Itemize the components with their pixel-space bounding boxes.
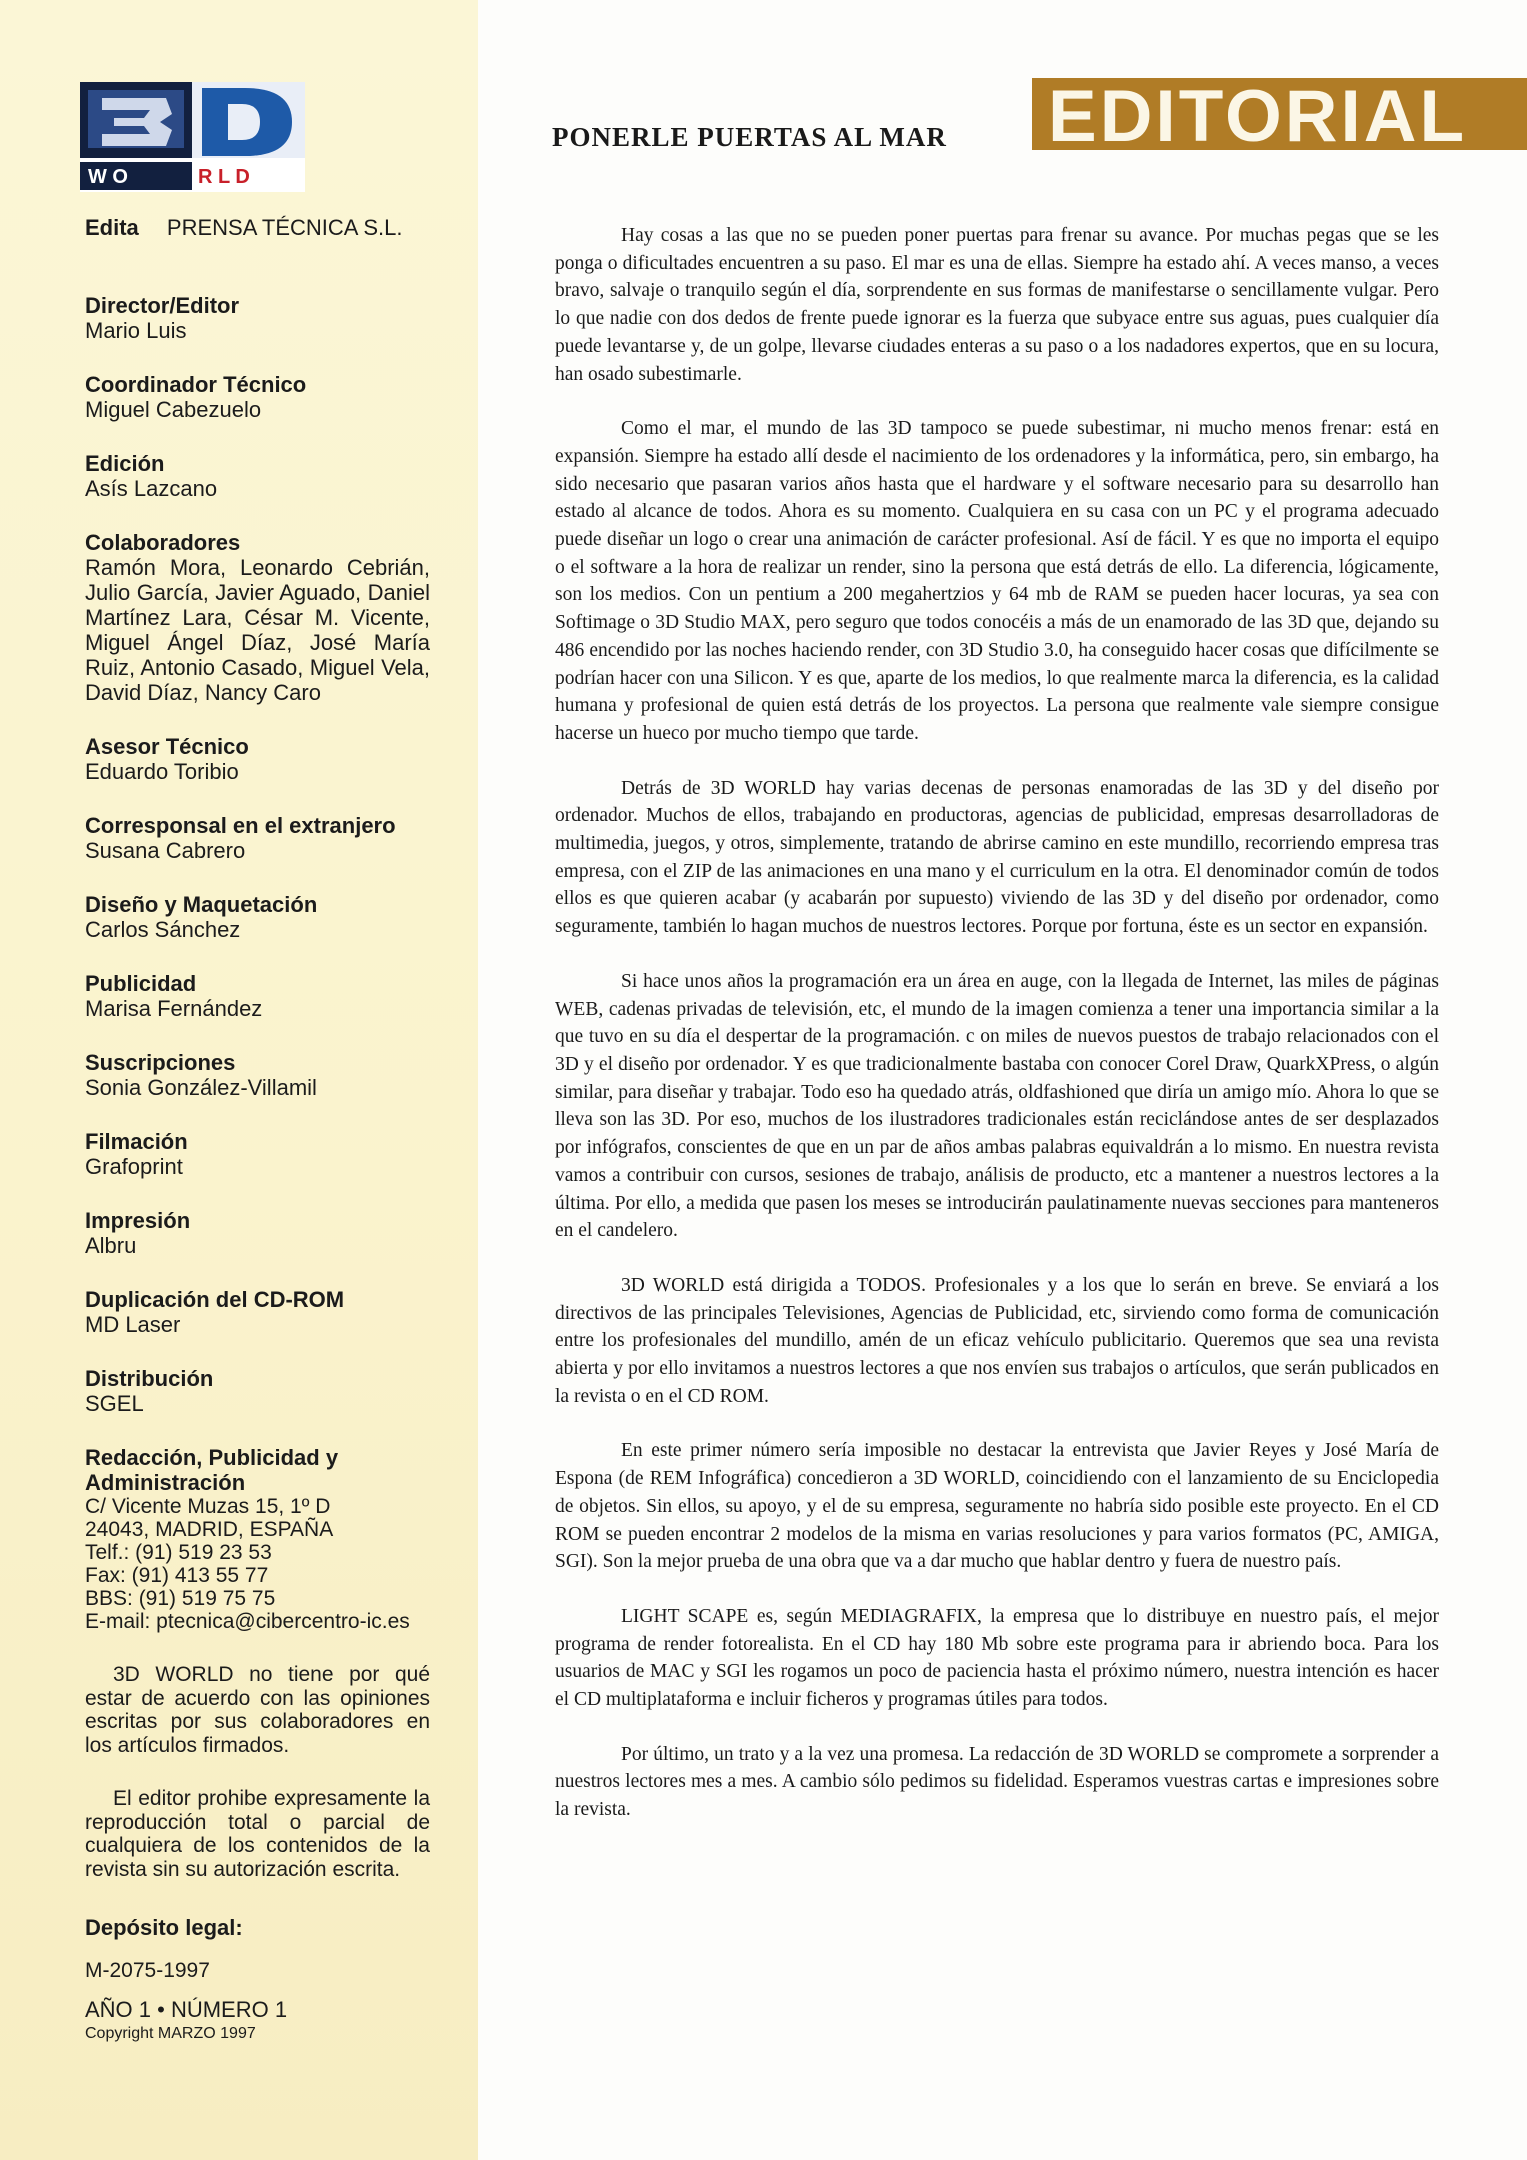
credit-label: Edición <box>85 451 165 476</box>
editorial-body <box>555 222 1439 1851</box>
credit-printing <box>85 1208 430 1258</box>
credit-filming <box>85 1129 430 1179</box>
credit-subscriptions <box>85 1050 430 1100</box>
administration-block <box>85 1445 430 1633</box>
credit-label: Corresponsal en el extranjero <box>85 813 396 838</box>
credit-name: MD Laser <box>85 1312 181 1337</box>
credit-name: Marisa Fernández <box>85 996 263 1021</box>
credit-label: Asesor Técnico <box>85 734 249 759</box>
article-headline: PONERLE PUERTAS AL MAR <box>552 122 947 152</box>
credit-name: Ramón Mora, Leonardo Cebrián, Julio García, Javier Aguado, Daniel Martínez Lara, César M. Vicente, Miguel Ángel Díaz, José María Ruiz, Antonio Casado, Miguel Vela, David Díaz, Nancy Caro <box>85 555 430 705</box>
3d-world-logo <box>80 82 305 192</box>
issue-number: AÑO 1 • NÚMERO 1 <box>85 1997 288 2022</box>
article-paragraph: Detrás de 3D WORLD hay varias decenas de personas enamoradas de las 3D y del diseño por ordenador. Muchos de ellos, trabajando en productoras, agencias de publicidad, empresas desarrolladoras de multimedia, juegos, y otros, simplemente, tratando de abrirse camino en este mundillo, recorriendo empresa tras empresa, con el ZIP de las animaciones en una mano y el curriculum en la otra. El denominador común de todos ellos es que quieren acabar (y acabarán por supuesto) viviendo de las 3D y del diseño por ordenador, como seguramente, también lo hagan muchos de nuestros lectores. Porque por fortuna, éste es un sector en expansión. <box>555 777 1439 938</box>
masthead-credits <box>85 215 430 2043</box>
article-paragraph: En este primer número sería imposible no destacar la entrevista que Javier Reyes y José María de Espona (de REM Infográfica) concedieron a 3D WORLD, coincidiendo con el lanzamiento de su Enciclopedia de objetos. Sin ellos, su apoyo, y el de su empresa, seguramente no habría sido posible este proyecto. En el CD ROM se pueden encontrar 2 modelos de la misma en varias resoluciones y para varios formatos (PC, AMIGA, SGI). Son la mejor prueba de una obra que va a dar mucho que hablar dentro y fuera de nuestro país. <box>555 1440 1439 1573</box>
copyright-line: Copyright MARZO 1997 <box>85 2025 256 2042</box>
credit-coordinator <box>85 372 430 422</box>
credit-name: Asís Lazcano <box>85 476 218 501</box>
article-paragraph: Como el mar, el mundo de las 3D tampoco se puede subestimar, ni mucho menos frenar: está en expansión. Siempre ha estado allí desde el nacimiento de los ordenadores y la informática, pero, sin embargo, ha sido necesario que pasaran varios años hasta que el hardware y el software necesario para su desarrollo han estado al alcance de todos. Ahora es su momento. Cualquiera en su casa con un PC y el programa adecuado puede diseñar un logo o crear una animación de carácter profesional. Así de fácil. Y es que no importa el equipo o el software a la hora de realizar un render, sino la persona que está detrás de ello. La diferencia, lógicamente, son los medios. Con un pentium a 200 megahertzios y 64 mb de RAM se pueden hacer locuras, ya sea con Softimage o 3D Studio MAX, pero seguro que todos conocéis a más de un enamorado de las 3D que, dejando su 486 encendido por las noches haciendo render, con 3D Studio 3.0, ha conseguido hacer cosas que difícilmente se podrían hacer con una Silicon. Y es que, aparte de los medios, lo que realmente marca la diferencia, es la calidad humana y profesional de quien está detrás de los proyectos. La persona que realmente vale siempre consigue hacerse un hueco por mucho tiempo que tarde. <box>555 418 1439 744</box>
legal-deposit-number: M-2075-1997 <box>85 1959 210 1982</box>
credit-contributors <box>85 530 430 705</box>
credit-distribution <box>85 1366 430 1416</box>
credit-edition <box>85 451 430 501</box>
administration-label: Redacción, Publicidad y Administración <box>85 1445 339 1495</box>
credit-label: Colaboradores <box>85 530 241 555</box>
credit-name: Miguel Cabezuelo <box>85 397 262 422</box>
reproduction-disclaimer: El editor prohibe expresamente la reproducción total o parcial de cualquiera de los contenidos de la revista sin su autorización escrita. <box>85 1787 430 1881</box>
credit-label: Diseño y Maquetación <box>85 892 318 917</box>
administration-address: C/ Vicente Muzas 15, 1º D 24043, MADRID, ESPAÑA Telf.: (91) 519 23 53 Fax: (91) 413 55 77 BBS: (91) 519 75 75 E-mail: ptecnica@cibercentro-ic.es <box>85 1495 410 1633</box>
credit-label: Filmación <box>85 1129 188 1154</box>
credit-name: Eduardo Toribio <box>85 759 239 784</box>
credit-design <box>85 892 430 942</box>
article-paragraph: LIGHT SCAPE es, según MEDIAGRAFIX, la empresa que lo distribuye en nuestro país, el mejor programa de render fotorealista. En el CD hay 180 Mb sobre este programa para ir abriendo boca. Para los usuarios de MAC y SGI les rogamos un poco de paciencia hasta el próximo número, nuestra intención es hacer el CD multiplataforma e incluir ficheros y programas útiles para todos. <box>555 1605 1439 1711</box>
credit-label: Distribución <box>85 1366 214 1391</box>
credit-label: Coordinador Técnico <box>85 372 307 397</box>
credit-cd-duplication <box>85 1287 430 1337</box>
credit-technical-advisor <box>85 734 430 784</box>
article-paragraph: Hay cosas a las que no se pueden poner puertas para frenar su avance. Por muchas pegas que se les ponga o dificultades encuentren a su paso. El mar es una de ellas. Siempre ha estado ahí. A veces manso, a veces bravo, salvaje o tranquilo según el día, sorprendente en sus formas de manifestarse o sencillamente vulgar. Pero lo que nadie con dos dedos de frente puede ignorar es la fuerza que subyace entre sus aguas, pues cualquier día puede levantarse y, de un golpe, llevarse ciudades enteras a su paso o a los nadadores expertos, que en su locura, han osado subestimarle. <box>555 225 1439 385</box>
legal-deposit-label: Depósito legal: <box>85 1915 243 1940</box>
credit-label: Impresión <box>85 1208 191 1233</box>
article-paragraph: Si hace unos años la programación era un área en auge, con la llegada de Internet, las miles de páginas WEB, cadenas privadas de televisión, etc, el mundo de la imagen comienza a tener una importancia similar a la que tuvo en su día el despertar de la programación. c on miles de nuevos puestos de trabajo relacionados con el 3D y el diseño por ordenador. Y es que tradicionalmente bastaba con conocer Corel Draw, QuarkXPress, o algún similar, para diseñar y trabajar. Todo eso ha quedado atrás, oldfashioned que diría un amigo mío. Ahora lo que se lleva son las 3D. Por eso, muchos de los ilustradores tradicionales están reciclándose antes de ser desplazados por infógrafos, conscientes de que en un par de años ambas palabras equivaldrán a lo mismo. En nuestra revista vamos a contribuir con cursos, sesiones de trabajo, análisis de producto, etc a mantener a nuestros lectores a la última. Por ello, a medida que pasen los meses se introducirán paulatinamente nuevas secciones para manteneros en el candelero. <box>555 970 1439 1242</box>
credit-name: Mario Luis <box>85 318 187 343</box>
article-paragraph: 3D WORLD está dirigida a TODOS. Profesionales y a los que lo serán en breve. Se enviará a los directivos de las principales Televisiones, Agencias de Publicidad, etc, sirviendo como forma de comunicación entre los profesionales del mundillo, amén de un eficaz vehículo publicitario. Queremos que sea una revista abierta y por ello invitamos a nuestros lectores a que nos envíen sus trabajos o artículos, que serán publicados en la revista o en el CD ROM. <box>555 1274 1439 1407</box>
section-label: EDITORIAL <box>1048 76 1468 157</box>
credit-label: Duplicación del CD-ROM <box>85 1287 345 1312</box>
credit-name: Susana Cabrero <box>85 838 246 863</box>
credit-advertising <box>85 971 430 1021</box>
publisher-label: Edita <box>85 215 139 240</box>
credit-label: Publicidad <box>85 971 197 996</box>
credit-director <box>85 293 430 343</box>
article-paragraph: Por último, un trato y a la vez una promesa. La redacción de 3D WORLD se compromete a sorprender a nuestros lectores mes a mes. A cambio sólo pedimos su fidelidad. Esperamos vuestras cartas e impresiones sobre la revista. <box>555 1743 1439 1821</box>
publisher-name: PRENSA TÉCNICA S.L. <box>166 215 403 240</box>
credit-name: Carlos Sánchez <box>85 917 241 942</box>
opinion-disclaimer: 3D WORLD no tiene por qué estar de acuerdo con las opiniones escritas por sus colaboradores en los artículos firmados. <box>85 1663 430 1757</box>
publisher-line <box>85 215 430 241</box>
credit-correspondent <box>85 813 430 863</box>
logo-wordmark-right: R L D <box>198 166 250 188</box>
credit-name: Sonia González-Villamil <box>85 1075 317 1100</box>
credit-label: Director/Editor <box>85 293 240 318</box>
credit-name: Grafoprint <box>85 1154 183 1179</box>
credit-label: Suscripciones <box>85 1050 236 1075</box>
credit-name: SGEL <box>85 1391 144 1416</box>
credit-name: Albru <box>85 1233 137 1258</box>
logo-wordmark-left: W O <box>88 166 128 188</box>
